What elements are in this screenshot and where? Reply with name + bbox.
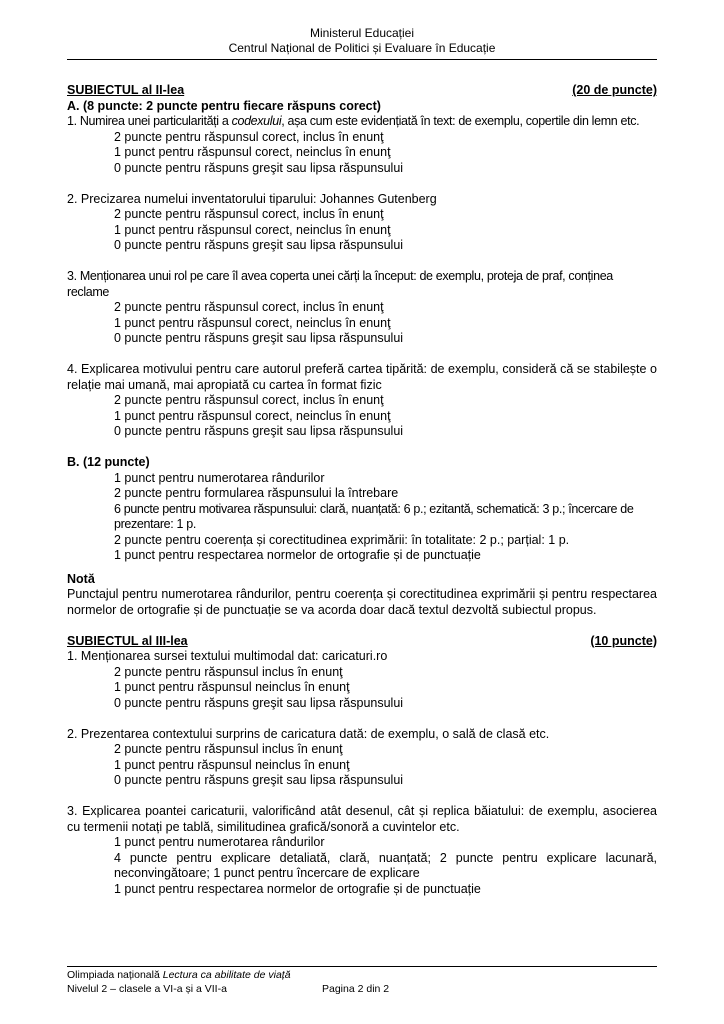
header-center: Centrul Național de Politici și Evaluare în Educație: [228, 41, 496, 55]
section-2-title: [67, 83, 657, 99]
score-line: 1 punct pentru răspunsul neinclus în enunţ: [114, 680, 350, 694]
score-line: 1 punct pentru răspunsul corect, neinclus în enunţ: [114, 408, 391, 423]
score-line: 2 puncte pentru răspunsul inclus în enunţ: [114, 664, 343, 679]
section-2-points: (20 de puncte): [572, 83, 657, 97]
score-line: 0 puncte pentru răspuns greşit sau lipsa răspunsului: [114, 424, 404, 438]
footer-olympiad: [67, 969, 291, 981]
question-1: [67, 114, 657, 130]
score-line: 0 puncte pentru răspuns greşit sau lipsa răspunsului: [114, 238, 404, 252]
footer-olympiad-title: Lectura ca abilitate de viață: [162, 969, 291, 981]
criterion-line: 2 puncte pentru formularea răspunsului la întrebare: [114, 486, 399, 500]
score-line: 0 puncte pentru răspuns greşit sau lipsa răspunsului: [114, 695, 404, 710]
score-line: 2 puncte pentru răspunsul corect, inclus în enunţ: [114, 393, 384, 407]
footer-olympiad-text: Olimpiada națională: [67, 969, 163, 981]
criterion-line: 1 punct pentru numerotarea rândurilor: [114, 835, 325, 849]
section-3-points: (10 puncte): [590, 633, 657, 648]
section-a-heading: A. (8 puncte: 2 puncte pentru fiecare răspuns corect): [67, 98, 381, 113]
score-line: 1 punct pentru răspunsul neinclus în enunţ: [114, 757, 350, 772]
question-2: 2. Precizarea numelui inventatorului tiparului: Johannes Gutenberg: [67, 191, 437, 206]
question-3: 3. Explicarea poantei caricaturii, valorificând atât desenul, cât și replica băiatului: de exemplu, asocierea cu termenii notați pe tablă, similitudinea grafică/sonoră a cuvintelor etc.: [67, 804, 657, 834]
criterion-line: 1 punct pentru respectarea normelor de ortografie și de punctuație: [114, 881, 481, 896]
criterion-line: 2 puncte pentru coerența și corectitudinea exprimării: în totalitate: 2 p.; parțial: 1 p.: [114, 532, 570, 547]
question-1-text-end: , așa cum este evidențiată în text: de exemplu, copertile din lemn etc.: [281, 114, 640, 128]
score-line: 2 puncte pentru răspunsul corect, inclus în enunţ: [114, 129, 384, 144]
main-content: [67, 83, 657, 897]
score-line: 2 puncte pentru răspunsul inclus în enunţ: [114, 742, 343, 756]
header-divider: [67, 59, 657, 60]
score-line: 0 puncte pentru răspuns greşit sau lipsa răspunsului: [114, 331, 404, 345]
question-1-emphasis: codexului: [231, 114, 282, 128]
score-line: 2 puncte pentru răspunsul corect, inclus în enunţ: [114, 207, 384, 221]
section-2-title-text: SUBIECTUL al II-lea: [67, 83, 185, 97]
footer-level: Nivelul 2 – clasele a VI-a și a VII-a: [67, 983, 227, 995]
score-line: 1 punct pentru răspunsul corect, neinclus în enunţ: [114, 222, 391, 237]
section-b-heading: B. (12 puncte): [67, 455, 150, 469]
note-heading: Notă: [67, 571, 95, 586]
score-line: 1 punct pentru răspunsul corect, neinclus în enunţ: [114, 145, 391, 159]
question-1: 1. Menționarea sursei textului multimodal dat: caricaturi.ro: [67, 649, 388, 663]
question-3: 3. Menționarea unui rol pe care îl avea coperta unei cărți la început: de exemplu, proteja de praf, conținea reclame: [67, 269, 613, 299]
criterion-line: 1 punct pentru numerotarea rândurilor: [114, 470, 325, 485]
header-ministry: Ministerul Educației: [309, 26, 415, 40]
section-3-title: [67, 634, 657, 650]
score-line: 1 punct pentru răspunsul corect, neinclus în enunţ: [114, 315, 391, 330]
footer-divider: [67, 966, 657, 967]
section-3-title-text: SUBIECTUL al III-lea: [67, 633, 188, 648]
criterion-line: 4 puncte pentru explicare detaliată, clară, nuanțată; 2 puncte pentru explicare lacunară, neconvingătoare; 1 punct pentru încercare de explicare: [114, 850, 657, 880]
page-number: Pagina 2 din 2: [322, 983, 390, 995]
score-line: 2 puncte pentru răspunsul corect, inclus în enunţ: [114, 300, 384, 314]
question-2: 2. Prezentarea contextului surprins de caricatura dată: de exemplu, o sală de clasă etc.: [67, 726, 550, 741]
question-4: 4. Explicarea motivului pentru care autorul preferă cartea tipărită: de exemplu, consideră că se stabilește o relație mai umană, mai apropiată cu cartea în format fizic: [67, 362, 657, 392]
score-line: 0 puncte pentru răspuns greşit sau lipsa răspunsului: [114, 160, 404, 175]
criterion-line: 1 punct pentru respectarea normelor de ortografie și de punctuație: [114, 548, 481, 562]
score-line: 0 puncte pentru răspuns greşit sau lipsa răspunsului: [114, 773, 404, 787]
criterion-line: 6 puncte pentru motivarea răspunsului: clară, nuanțată: 6 p.; ezitantă, schematică: 3 p.; încercare de prezentare: 1 p.: [114, 501, 634, 531]
note-text: Punctajul pentru numerotarea rândurilor, pentru coerența și corectitudinea exprimării și pentru respectarea normelor de ortografie și de punctuație se va acorda doar dacă textul dezvoltă subiectul propus.: [67, 587, 657, 617]
question-1-text: 1. Numirea unei particularități a: [67, 114, 232, 128]
